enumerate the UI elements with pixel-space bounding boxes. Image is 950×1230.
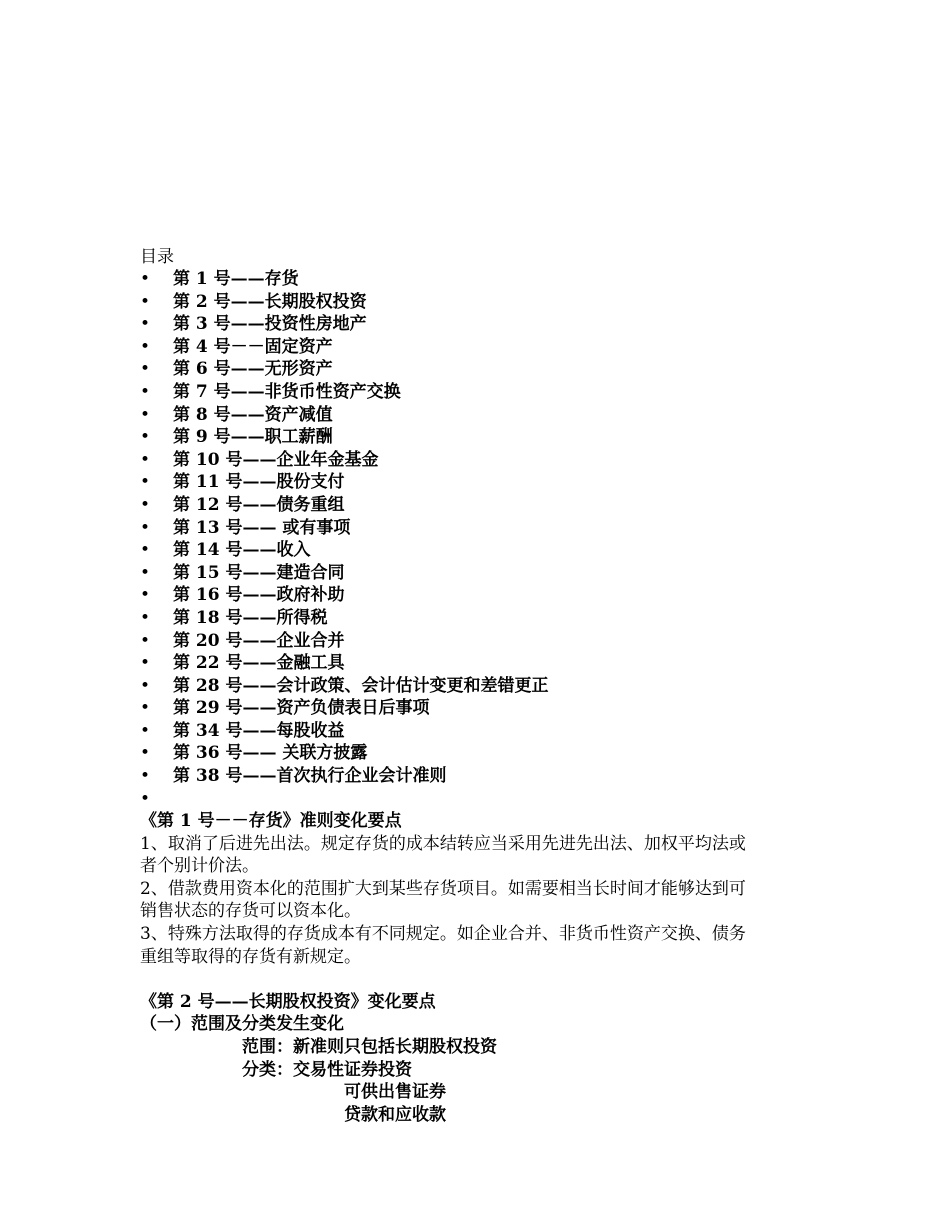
bullet-icon: • [140,359,151,380]
toc-item-label: 第 1 号——存货 [173,269,299,289]
toc-item [140,720,549,743]
bullet-icon: • [140,653,151,674]
section-1-title: 《第 1 号－－存货》准则变化要点 [140,811,402,831]
toc-item-label: 第 7 号——非货币性资产交换 [173,381,401,402]
section-1-paragraph-2-line-1: 2、借款费用资本化的范围扩大到某些存货项目。如需要相当长时间才能够达到可 [140,878,746,899]
toc-item [140,404,549,427]
toc-item [140,336,549,359]
toc-item-label: 第 38 号——首次执行企业会计准则 [173,766,447,787]
section-2-class-item: 可供出售证券 [344,1082,446,1103]
section-2-classification: 分类：交易性证券投资 [242,1059,412,1080]
section-2-subheading: （一）范围及分类发生变化 [140,1014,344,1035]
bullet-icon: • [140,607,151,628]
section-2-title: 《第 2 号——长期股权投资》变化要点 [140,991,436,1012]
section-1-paragraph-2-line-2: 销售状态的存货可以资本化。 [140,901,361,922]
blank-line [140,968,820,991]
toc-item [140,675,549,698]
bullet-icon: • [140,562,151,583]
toc-item-label: 第 18 号——所得税 [173,607,328,628]
toc-item-label: 第 12 号——债务重组 [173,494,345,515]
toc-item [140,358,549,381]
toc-list [140,268,549,810]
section-1-paragraph-1-line-2: 者个别计价法。 [140,856,259,877]
bullet-icon: • [140,517,151,538]
bullet-icon: • [140,540,151,561]
toc-item-label: 第 36 号—— 关联方披露 [173,743,368,764]
toc-item [140,517,549,540]
document-body [140,810,820,1126]
toc-item-label: 第 11 号——股份支付 [173,472,345,493]
toc-item-label: 第 14 号——收入 [173,540,311,561]
toc-item-label: 第 16 号——政府补助 [173,585,345,606]
toc-item-label: 第 8 号——资产减值 [173,404,333,425]
toc-item-label: 第 15 号——建造合同 [173,562,345,583]
bullet-icon: • [140,291,151,312]
toc-item [140,697,549,720]
toc-item-label: 第 28 号——会计政策、会计估计变更和差错更正 [173,675,549,696]
bullet-icon: • [140,630,151,651]
toc-item [140,765,549,788]
toc-item-empty [140,788,549,811]
toc-item-label: 第 20 号——企业合并 [173,630,345,651]
bullet-icon: • [140,675,151,696]
section-1-paragraph-1-line-1: 1、取消了后进先出法。规定存货的成本结转应当采用先进先出法、加权平均法或 [140,833,746,854]
section-2-class-item: 贷款和应收款 [344,1104,446,1125]
toc-item [140,291,549,314]
toc-item [140,652,549,675]
toc-item-label: 第 4 号－－固定资产 [173,336,333,357]
bullet-icon: • [140,404,151,425]
section-1-paragraph-3-line-1: 3、特殊方法取得的存货成本有不同规定。如企业合并、非货币性资产交换、债务 [140,923,746,944]
toc-item [140,268,549,291]
bullet-icon: • [140,585,151,606]
bullet-icon: • [140,788,151,809]
toc-item [140,742,549,765]
toc-item-label: 第 29 号——资产负债表日后事项 [173,698,430,719]
toc-item-label: 第 9 号——职工薪酬 [173,427,333,448]
toc-item [140,539,549,562]
toc-item-label: 第 22 号——金融工具 [173,653,345,674]
toc-item-label: 第 10 号——企业年金基金 [173,449,379,470]
toc-item [140,562,549,585]
toc-item-label: 第 34 号——每股收益 [173,720,345,741]
toc-item [140,449,549,472]
bullet-icon: • [140,698,151,719]
section-2-scope: 范围：新准则只包括长期股权投资 [242,1036,497,1057]
toc-item [140,381,549,404]
bullet-icon: • [140,766,151,787]
bullet-icon: • [140,336,151,357]
toc-item-label: 第 2 号——长期股权投资 [173,291,367,312]
bullet-icon: • [140,449,151,470]
bullet-icon: • [140,314,151,335]
toc-item [140,426,549,449]
toc-item-label: 第 6 号——无形资产 [173,359,333,380]
bullet-icon: • [140,743,151,764]
toc-item [140,313,549,336]
bullet-icon: • [140,720,151,741]
section-1-paragraph-3-line-2: 重组等取得的存货有新规定。 [140,946,361,967]
toc-item [140,607,549,630]
bullet-icon: • [140,427,151,448]
bullet-icon: • [140,269,151,289]
bullet-icon: • [140,381,151,402]
toc-item [140,630,549,653]
toc-heading: 目录 [140,247,174,267]
toc-item [140,494,549,517]
toc-item [140,471,549,494]
toc-item-label: 第 3 号——投资性房地产 [173,314,367,335]
bullet-icon: • [140,494,151,515]
toc-item-label: 第 13 号—— 或有事项 [173,517,351,538]
toc-item [140,584,549,607]
bullet-icon: • [140,472,151,493]
